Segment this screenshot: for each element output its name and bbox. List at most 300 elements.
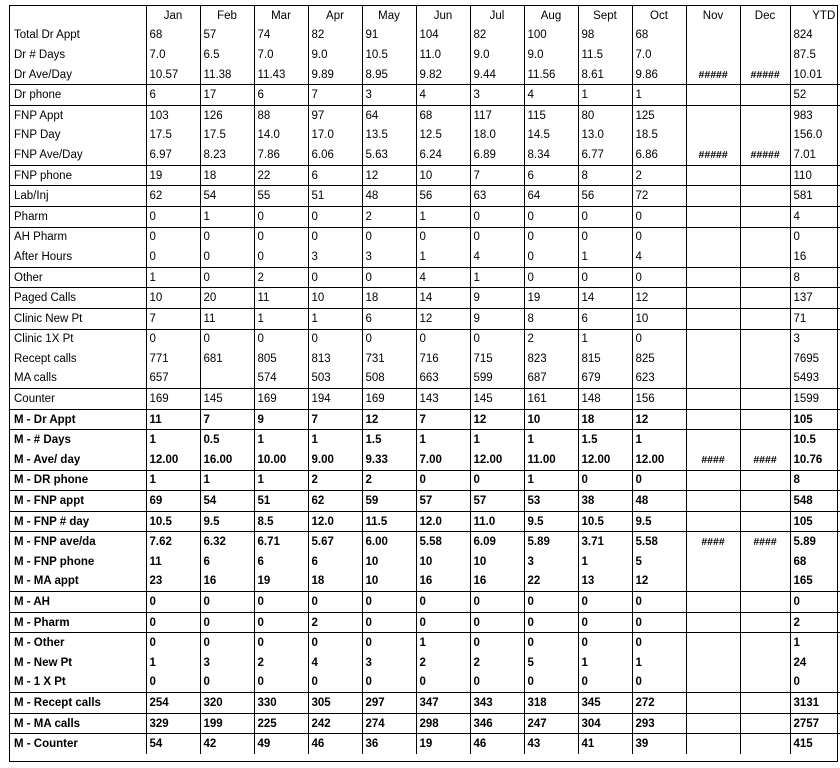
table-cell: 0 [632, 673, 686, 693]
table-cell: 0 [470, 206, 524, 227]
table-cell: 825 [632, 349, 686, 369]
table-cell: 59 [362, 491, 416, 512]
table-cell: 4 [632, 247, 686, 267]
table-row [10, 369, 840, 389]
row-label: Counter [10, 389, 146, 410]
table-cell: 6 [254, 85, 308, 106]
table-cell: 6.71 [254, 532, 308, 552]
table-cell [740, 552, 790, 572]
table-cell: 5.89 [790, 532, 840, 552]
table-cell [740, 633, 790, 653]
table-cell [740, 511, 790, 532]
table-cell: 14 [416, 288, 470, 309]
table-cell: 110 [790, 165, 840, 186]
table-cell: 8.61 [578, 65, 632, 85]
table-cell: ##### [686, 65, 740, 85]
table-cell: 1 [200, 206, 254, 227]
table-cell: 7 [308, 85, 362, 106]
table-cell [686, 552, 740, 572]
table-cell: 1 [146, 470, 200, 491]
table-cell: 1 [254, 430, 308, 450]
table-cell [740, 126, 790, 146]
table-cell: 63 [470, 186, 524, 207]
table-cell: 0 [524, 227, 578, 247]
table-cell: 0 [524, 633, 578, 653]
table-cell: 7.0 [632, 45, 686, 65]
table-cell: 68 [790, 552, 840, 572]
table-cell: 10 [362, 572, 416, 592]
table-cell: 52 [790, 85, 840, 106]
table-cell: 148 [578, 389, 632, 410]
table-cell: 8 [524, 308, 578, 329]
table-cell: 11.00 [524, 450, 578, 470]
table-cell [740, 592, 790, 613]
table-row [10, 26, 840, 46]
table-cell: 0 [632, 470, 686, 491]
table-cell: 0 [308, 592, 362, 613]
column-header-mar: Mar [254, 6, 308, 26]
table-cell: 0 [416, 329, 470, 349]
table-cell: 0 [200, 592, 254, 613]
table-cell: 0 [524, 206, 578, 227]
column-header-may: May [362, 6, 416, 26]
table-cell: 0 [200, 673, 254, 693]
table-cell: 2 [470, 653, 524, 673]
table-cell [200, 369, 254, 389]
table-cell: 10.5 [790, 430, 840, 450]
table-cell [740, 653, 790, 673]
table-cell [686, 329, 740, 349]
table-cell [740, 713, 790, 734]
table-cell: 55 [254, 186, 308, 207]
table-cell [740, 308, 790, 329]
table-cell: 0 [470, 592, 524, 613]
table-cell: 53 [524, 491, 578, 512]
table-cell: 6 [200, 552, 254, 572]
header-row [10, 6, 840, 26]
table-cell: 194 [308, 389, 362, 410]
table-cell: 7.62 [146, 532, 200, 552]
table-cell: 6 [308, 165, 362, 186]
table-cell: 117 [470, 105, 524, 125]
table-cell: 0 [254, 673, 308, 693]
table-cell [686, 491, 740, 512]
table-cell: 1 [308, 308, 362, 329]
table-cell [686, 734, 740, 754]
table-cell: 19 [146, 165, 200, 186]
table-cell: 64 [524, 186, 578, 207]
table-cell: 5.58 [416, 532, 470, 552]
table-cell: 56 [578, 186, 632, 207]
table-cell: 18.0 [470, 126, 524, 146]
table-row [10, 308, 840, 329]
table-cell: 5.67 [308, 532, 362, 552]
row-label: M - FNP appt [10, 491, 146, 512]
table-cell: 6.86 [632, 145, 686, 165]
row-label: FNP Day [14, 129, 61, 142]
table-cell: 0 [200, 267, 254, 288]
table-cell: 9.5 [524, 511, 578, 532]
table-cell: 320 [200, 693, 254, 714]
table-cell: 0 [146, 673, 200, 693]
table-cell: 0 [254, 206, 308, 227]
table-cell [686, 126, 740, 146]
table-cell: 305 [308, 693, 362, 714]
table-cell: 9.00 [308, 450, 362, 470]
table-cell: ##### [740, 65, 790, 85]
table-cell: 0 [308, 633, 362, 653]
row-label: Pharm [10, 206, 146, 227]
table-cell: 2 [254, 267, 308, 288]
table-cell: 100 [524, 26, 578, 46]
table-cell: 3 [362, 653, 416, 673]
table-cell: 3 [470, 85, 524, 106]
table-cell: 126 [200, 105, 254, 125]
table-cell: 293 [632, 713, 686, 734]
table-cell: 5 [524, 653, 578, 673]
table-cell: 0.5 [200, 430, 254, 450]
table-cell [686, 389, 740, 410]
row-label: M - MA calls [10, 713, 146, 734]
row-label: M - Ave/ day [14, 453, 81, 466]
table-cell: 39 [632, 734, 686, 754]
table-cell [740, 105, 790, 125]
table-cell: 12.0 [308, 511, 362, 532]
table-cell: 10.57 [146, 65, 200, 85]
table-cell: 16 [470, 572, 524, 592]
table-cell [740, 186, 790, 207]
table-cell: 1 [146, 267, 200, 288]
table-cell: 9.44 [470, 65, 524, 85]
table-cell: 9 [470, 288, 524, 309]
column-header-feb: Feb [200, 6, 254, 26]
column-header-aug: Aug [524, 6, 578, 26]
table-cell: 0 [578, 633, 632, 653]
table-cell: 0 [362, 633, 416, 653]
table-cell [740, 430, 790, 450]
table-cell: 824 [790, 26, 840, 46]
table-cell: 5.58 [632, 532, 686, 552]
table-cell: 9.0 [524, 45, 578, 65]
table-cell: 9.5 [632, 511, 686, 532]
table-cell: 10 [308, 288, 362, 309]
table-cell: 71 [790, 308, 840, 329]
table-cell: 225 [254, 713, 308, 734]
table-cell: 599 [470, 369, 524, 389]
table-cell: 2 [524, 329, 578, 349]
table-row [10, 552, 840, 572]
table-row [10, 653, 840, 673]
table-row [10, 85, 840, 106]
table-cell: 318 [524, 693, 578, 714]
table-row [10, 165, 840, 186]
table-row [10, 288, 840, 309]
table-cell: 7.0 [254, 45, 308, 65]
table-cell: 3.71 [578, 532, 632, 552]
table-cell: 2757 [790, 713, 840, 734]
table-cell [686, 288, 740, 309]
corner-cell [10, 6, 146, 26]
table-cell: 2 [254, 653, 308, 673]
table-cell: 74 [254, 26, 308, 46]
table-cell [740, 267, 790, 288]
table-cell: 62 [308, 491, 362, 512]
table-cell: 82 [308, 26, 362, 46]
table-row [10, 227, 840, 247]
table-cell: 38 [578, 491, 632, 512]
table-cell [686, 186, 740, 207]
table-cell: 1 [254, 308, 308, 329]
row-label: M - Recept calls [10, 693, 146, 714]
table-cell: 54 [146, 734, 200, 754]
table-cell: 345 [578, 693, 632, 714]
table-cell: 0 [790, 592, 840, 613]
table-cell: 1 [146, 430, 200, 450]
table-cell: 54 [200, 491, 254, 512]
table-cell: 9 [470, 308, 524, 329]
column-header-nov: Nov [686, 6, 740, 26]
column-header-dec: Dec [740, 6, 790, 26]
table-cell: 12.0 [416, 511, 470, 532]
table-cell: 1 [632, 653, 686, 673]
column-header-sept: Sept [578, 6, 632, 26]
table-cell: 0 [416, 592, 470, 613]
table-cell: 2 [790, 612, 840, 633]
table-row [10, 572, 840, 592]
table-cell [686, 227, 740, 247]
table-cell: 62 [146, 186, 200, 207]
table-cell [740, 389, 790, 410]
table-body [10, 26, 840, 754]
table-cell [740, 26, 790, 46]
table-cell: 14.0 [254, 126, 308, 146]
table-cell [686, 409, 740, 430]
table-cell: 54 [200, 186, 254, 207]
table-cell: 6.77 [578, 145, 632, 165]
table-cell: 6.89 [470, 145, 524, 165]
row-label: M - FNP # day [10, 511, 146, 532]
table-cell: 1 [416, 247, 470, 267]
table-cell: 10.01 [790, 65, 840, 85]
table-cell: 6.5 [200, 45, 254, 65]
table-cell: 8.5 [254, 511, 308, 532]
table-row [10, 734, 840, 754]
table-row [10, 430, 840, 450]
table-cell: 0 [200, 247, 254, 267]
table-cell: 11 [146, 552, 200, 572]
table-cell: 1 [254, 470, 308, 491]
table-cell: 10 [524, 409, 578, 430]
table-row [10, 532, 840, 552]
table-cell [740, 409, 790, 430]
table-cell: 0 [308, 267, 362, 288]
table-cell: 983 [790, 105, 840, 125]
table-cell [740, 612, 790, 633]
table-cell: 115 [524, 105, 578, 125]
table-cell: 7695 [790, 349, 840, 369]
table-cell: 161 [524, 389, 578, 410]
table-cell: 1 [470, 267, 524, 288]
table-cell: 1 [470, 430, 524, 450]
table-cell: 24 [790, 653, 840, 673]
table-cell: 7 [470, 165, 524, 186]
table-cell: 6 [578, 308, 632, 329]
table-row [10, 491, 840, 512]
table-cell: 1 [790, 633, 840, 653]
table-cell: 0 [632, 612, 686, 633]
table-cell: 6 [524, 165, 578, 186]
table-cell: 1.5 [362, 430, 416, 450]
table-cell: #### [740, 450, 790, 470]
table-row [10, 389, 840, 410]
table-cell: 0 [416, 227, 470, 247]
table-cell: 11.0 [470, 511, 524, 532]
table-cell: 242 [308, 713, 362, 734]
table-cell: 91 [362, 26, 416, 46]
table-cell: 813 [308, 349, 362, 369]
table-cell: #### [740, 532, 790, 552]
table-cell: 145 [200, 389, 254, 410]
table-cell: 0 [578, 470, 632, 491]
table-cell [686, 653, 740, 673]
table-row [10, 612, 840, 633]
table-cell [740, 329, 790, 349]
table-cell [686, 693, 740, 714]
table-cell: 169 [362, 389, 416, 410]
table-row [10, 713, 840, 734]
table-cell: 0 [254, 633, 308, 653]
table-cell [686, 45, 740, 65]
table-cell [740, 673, 790, 693]
table-cell: 0 [146, 247, 200, 267]
table-cell: 16 [416, 572, 470, 592]
table-cell: 0 [146, 592, 200, 613]
table-cell: 43 [524, 734, 578, 754]
table-cell: 19 [524, 288, 578, 309]
table-cell: 0 [362, 673, 416, 693]
row-label: MA calls [14, 372, 57, 385]
row-label: M - 1 X Pt [14, 676, 66, 689]
table-cell: 8.34 [524, 145, 578, 165]
table-cell: 5.89 [524, 532, 578, 552]
row-label: Paged Calls [10, 288, 146, 309]
table-cell [686, 511, 740, 532]
table-cell: 1 [524, 430, 578, 450]
table-cell: 0 [632, 592, 686, 613]
table-cell: 11.5 [362, 511, 416, 532]
table-cell: 715 [470, 349, 524, 369]
row-label: M - MA appt [14, 575, 79, 588]
table-cell: 20 [200, 288, 254, 309]
table-cell: 16 [200, 572, 254, 592]
table-cell: 1 [578, 552, 632, 572]
table-cell: 145 [470, 389, 524, 410]
table-cell: 13 [578, 572, 632, 592]
table-cell: 3 [524, 552, 578, 572]
table-row [10, 206, 840, 227]
table-cell: 98 [578, 26, 632, 46]
table-row [10, 247, 840, 267]
table-cell: 0 [308, 206, 362, 227]
table-cell: 12 [632, 288, 686, 309]
table-cell: 0 [362, 267, 416, 288]
table-cell: 0 [470, 329, 524, 349]
table-cell [740, 45, 790, 65]
table-cell: 57 [416, 491, 470, 512]
table-cell: 9.82 [416, 65, 470, 85]
table-cell: 0 [470, 470, 524, 491]
table-cell: 6.06 [308, 145, 362, 165]
table-row [10, 267, 840, 288]
table-cell: 10 [470, 552, 524, 572]
table-cell: 8.23 [200, 145, 254, 165]
table-cell: 125 [632, 105, 686, 125]
table-cell [686, 247, 740, 267]
table-cell: 6 [146, 85, 200, 106]
table-cell: 165 [790, 572, 840, 592]
table-cell: 2 [632, 165, 686, 186]
table-cell: 13.0 [578, 126, 632, 146]
table-cell: 0 [790, 227, 840, 247]
table-cell: 0 [470, 612, 524, 633]
table-cell: 3 [362, 247, 416, 267]
table-cell: 7.0 [146, 45, 200, 65]
table-cell: 10.5 [578, 511, 632, 532]
monthly-stats-table [10, 6, 840, 754]
table-cell [686, 308, 740, 329]
table-cell: 48 [632, 491, 686, 512]
table-cell: 8 [790, 470, 840, 491]
table-cell: 169 [146, 389, 200, 410]
table-cell: 6 [308, 552, 362, 572]
column-header-ytd: YTD [790, 6, 840, 26]
table-cell: 5 [632, 552, 686, 572]
table-cell: ##### [686, 145, 740, 165]
table-cell: 12.5 [416, 126, 470, 146]
table-cell: 46 [470, 734, 524, 754]
table-cell: 18 [308, 572, 362, 592]
table-cell: 1 [308, 430, 362, 450]
table-cell: 0 [632, 227, 686, 247]
table-cell: 0 [254, 247, 308, 267]
table-cell: 19 [254, 572, 308, 592]
table-cell: 823 [524, 349, 578, 369]
table-cell [740, 227, 790, 247]
table-row [10, 349, 840, 369]
table-cell [686, 592, 740, 613]
row-label: M - Counter [10, 734, 146, 754]
table-cell: 68 [632, 26, 686, 46]
table-cell: 18.5 [632, 126, 686, 146]
table-cell: 731 [362, 349, 416, 369]
table-cell: 17 [200, 85, 254, 106]
table-cell: 46 [308, 734, 362, 754]
table-cell: 156 [632, 389, 686, 410]
table-cell: 4 [308, 653, 362, 673]
table-cell: 1 [416, 206, 470, 227]
row-label: M - FNP ave/da [10, 532, 146, 552]
table-cell: 0 [362, 227, 416, 247]
table-cell: 80 [578, 105, 632, 125]
table-cell: 6.00 [362, 532, 416, 552]
table-cell [740, 85, 790, 106]
table-cell: 16 [790, 247, 840, 267]
table-cell: 0 [146, 329, 200, 349]
table-cell: 0 [632, 633, 686, 653]
table-cell: 18 [362, 288, 416, 309]
table-cell: 11.0 [416, 45, 470, 65]
table-cell: 10.76 [790, 450, 840, 470]
